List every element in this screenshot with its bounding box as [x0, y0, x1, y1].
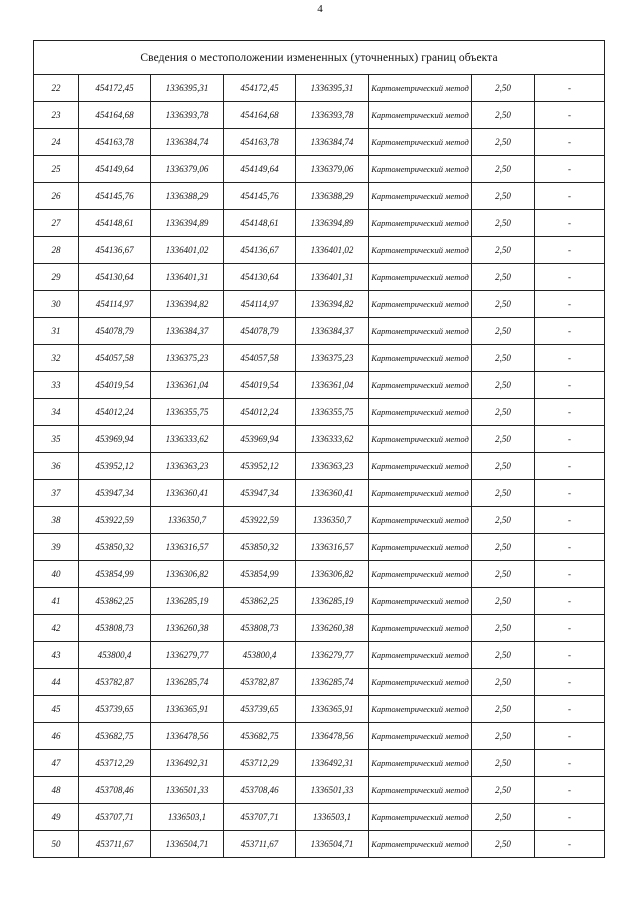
refined-y-cell: 1336355,75 — [296, 399, 369, 426]
table-body — [34, 75, 605, 858]
accuracy-cell: 2,50 — [472, 615, 535, 642]
table-row — [34, 129, 605, 156]
existing-x-cell: 454149,64 — [79, 156, 151, 183]
note-cell: - — [535, 777, 605, 804]
note-cell: - — [535, 345, 605, 372]
method-cell: Картометрический метод — [369, 777, 472, 804]
method-cell: Картометрический метод — [369, 561, 472, 588]
method-cell: Картометрический метод — [369, 75, 472, 102]
table-title-row — [34, 41, 605, 75]
existing-x-cell: 453739,65 — [79, 696, 151, 723]
note-cell: - — [535, 318, 605, 345]
existing-y-cell: 1336384,74 — [151, 129, 224, 156]
refined-x-cell: 454149,64 — [224, 156, 296, 183]
existing-x-cell: 454130,64 — [79, 264, 151, 291]
point-number-cell: 48 — [34, 777, 79, 804]
existing-y-cell: 1336375,23 — [151, 345, 224, 372]
table-row — [34, 102, 605, 129]
note-cell: - — [535, 534, 605, 561]
existing-y-cell: 1336501,33 — [151, 777, 224, 804]
existing-x-cell: 453850,32 — [79, 534, 151, 561]
existing-y-cell: 1336306,82 — [151, 561, 224, 588]
existing-x-cell: 454057,58 — [79, 345, 151, 372]
existing-y-cell: 1336355,75 — [151, 399, 224, 426]
note-cell: - — [535, 372, 605, 399]
point-number-cell: 41 — [34, 588, 79, 615]
accuracy-cell: 2,50 — [472, 102, 535, 129]
refined-x-cell: 454130,64 — [224, 264, 296, 291]
accuracy-cell: 2,50 — [472, 831, 535, 858]
existing-x-cell: 454019,54 — [79, 372, 151, 399]
existing-y-cell: 1336279,77 — [151, 642, 224, 669]
method-cell: Картометрический метод — [369, 696, 472, 723]
refined-x-cell: 453952,12 — [224, 453, 296, 480]
refined-x-cell: 453707,71 — [224, 804, 296, 831]
refined-y-cell: 1336393,78 — [296, 102, 369, 129]
note-cell: - — [535, 426, 605, 453]
refined-x-cell: 454012,24 — [224, 399, 296, 426]
refined-y-cell: 1336285,74 — [296, 669, 369, 696]
existing-x-cell: 453862,25 — [79, 588, 151, 615]
refined-y-cell: 1336379,06 — [296, 156, 369, 183]
point-number-cell: 36 — [34, 453, 79, 480]
note-cell: - — [535, 75, 605, 102]
existing-x-cell: 453947,34 — [79, 480, 151, 507]
note-cell: - — [535, 237, 605, 264]
point-number-cell: 27 — [34, 210, 79, 237]
accuracy-cell: 2,50 — [472, 75, 535, 102]
method-cell: Картометрический метод — [369, 129, 472, 156]
method-cell: Картометрический метод — [369, 750, 472, 777]
refined-y-cell: 1336388,29 — [296, 183, 369, 210]
point-number-cell: 28 — [34, 237, 79, 264]
refined-y-cell: 1336360,41 — [296, 480, 369, 507]
table-row — [34, 723, 605, 750]
existing-y-cell: 1336363,23 — [151, 453, 224, 480]
method-cell: Картометрический метод — [369, 453, 472, 480]
refined-y-cell: 1336492,31 — [296, 750, 369, 777]
existing-y-cell: 1336285,74 — [151, 669, 224, 696]
point-number-cell: 34 — [34, 399, 79, 426]
method-cell: Картометрический метод — [369, 156, 472, 183]
method-cell: Картометрический метод — [369, 669, 472, 696]
existing-y-cell: 1336360,41 — [151, 480, 224, 507]
point-number-cell: 37 — [34, 480, 79, 507]
existing-x-cell: 453808,73 — [79, 615, 151, 642]
note-cell: - — [535, 696, 605, 723]
accuracy-cell: 2,50 — [472, 129, 535, 156]
refined-y-cell: 1336503,1 — [296, 804, 369, 831]
refined-x-cell: 454172,45 — [224, 75, 296, 102]
table-row — [34, 210, 605, 237]
table-row — [34, 615, 605, 642]
table-row — [34, 642, 605, 669]
table-row — [34, 372, 605, 399]
accuracy-cell: 2,50 — [472, 426, 535, 453]
refined-x-cell: 453850,32 — [224, 534, 296, 561]
refined-y-cell: 1336306,82 — [296, 561, 369, 588]
accuracy-cell: 2,50 — [472, 264, 535, 291]
existing-x-cell: 454078,79 — [79, 318, 151, 345]
existing-y-cell: 1336388,29 — [151, 183, 224, 210]
refined-x-cell: 454114,97 — [224, 291, 296, 318]
note-cell: - — [535, 183, 605, 210]
refined-x-cell: 454057,58 — [224, 345, 296, 372]
note-cell: - — [535, 102, 605, 129]
table-row — [34, 318, 605, 345]
refined-x-cell: 454019,54 — [224, 372, 296, 399]
method-cell: Картометрический метод — [369, 480, 472, 507]
existing-x-cell: 453782,87 — [79, 669, 151, 696]
table-row — [34, 507, 605, 534]
note-cell: - — [535, 264, 605, 291]
method-cell: Картометрический метод — [369, 264, 472, 291]
refined-x-cell: 453947,34 — [224, 480, 296, 507]
note-cell: - — [535, 129, 605, 156]
table-row — [34, 453, 605, 480]
point-number-cell: 31 — [34, 318, 79, 345]
accuracy-cell: 2,50 — [472, 210, 535, 237]
existing-x-cell: 454148,61 — [79, 210, 151, 237]
refined-x-cell: 453969,94 — [224, 426, 296, 453]
existing-x-cell: 454164,68 — [79, 102, 151, 129]
accuracy-cell: 2,50 — [472, 183, 535, 210]
point-number-cell: 40 — [34, 561, 79, 588]
refined-y-cell: 1336375,23 — [296, 345, 369, 372]
accuracy-cell: 2,50 — [472, 561, 535, 588]
method-cell: Картометрический метод — [369, 210, 472, 237]
existing-y-cell: 1336503,1 — [151, 804, 224, 831]
method-cell: Картометрический метод — [369, 426, 472, 453]
method-cell: Картометрический метод — [369, 345, 472, 372]
accuracy-cell: 2,50 — [472, 291, 535, 318]
existing-y-cell: 1336384,37 — [151, 318, 224, 345]
refined-y-cell: 1336260,38 — [296, 615, 369, 642]
existing-y-cell: 1336401,31 — [151, 264, 224, 291]
existing-x-cell: 453922,59 — [79, 507, 151, 534]
table-row — [34, 399, 605, 426]
existing-y-cell: 1336350,7 — [151, 507, 224, 534]
refined-x-cell: 454163,78 — [224, 129, 296, 156]
method-cell: Картометрический метод — [369, 372, 472, 399]
refined-x-cell: 453862,25 — [224, 588, 296, 615]
point-number-cell: 32 — [34, 345, 79, 372]
table-row — [34, 750, 605, 777]
note-cell: - — [535, 588, 605, 615]
existing-y-cell: 1336395,31 — [151, 75, 224, 102]
accuracy-cell: 2,50 — [472, 750, 535, 777]
point-number-cell: 46 — [34, 723, 79, 750]
existing-x-cell: 453800,4 — [79, 642, 151, 669]
accuracy-cell: 2,50 — [472, 642, 535, 669]
existing-x-cell: 454172,45 — [79, 75, 151, 102]
existing-x-cell: 453712,29 — [79, 750, 151, 777]
method-cell: Картометрический метод — [369, 615, 472, 642]
table-row — [34, 426, 605, 453]
existing-x-cell: 453952,12 — [79, 453, 151, 480]
point-number-cell: 29 — [34, 264, 79, 291]
existing-y-cell: 1336492,31 — [151, 750, 224, 777]
boundary-coordinates-table — [33, 40, 605, 858]
refined-x-cell: 453682,75 — [224, 723, 296, 750]
refined-y-cell: 1336365,91 — [296, 696, 369, 723]
table-row — [34, 183, 605, 210]
accuracy-cell: 2,50 — [472, 723, 535, 750]
existing-y-cell: 1336316,57 — [151, 534, 224, 561]
refined-x-cell: 454164,68 — [224, 102, 296, 129]
method-cell: Картометрический метод — [369, 534, 472, 561]
existing-x-cell: 454136,67 — [79, 237, 151, 264]
refined-y-cell: 1336478,56 — [296, 723, 369, 750]
table-row — [34, 669, 605, 696]
refined-y-cell: 1336395,31 — [296, 75, 369, 102]
method-cell: Картометрический метод — [369, 102, 472, 129]
accuracy-cell: 2,50 — [472, 804, 535, 831]
existing-x-cell: 454145,76 — [79, 183, 151, 210]
existing-y-cell: 1336333,62 — [151, 426, 224, 453]
point-number-cell: 38 — [34, 507, 79, 534]
table-row — [34, 804, 605, 831]
table-row — [34, 534, 605, 561]
method-cell: Картометрический метод — [369, 588, 472, 615]
note-cell: - — [535, 480, 605, 507]
accuracy-cell: 2,50 — [472, 237, 535, 264]
table-row — [34, 696, 605, 723]
point-number-cell: 23 — [34, 102, 79, 129]
note-cell: - — [535, 642, 605, 669]
refined-x-cell: 453712,29 — [224, 750, 296, 777]
accuracy-cell: 2,50 — [472, 453, 535, 480]
accuracy-cell: 2,50 — [472, 480, 535, 507]
note-cell: - — [535, 750, 605, 777]
note-cell: - — [535, 156, 605, 183]
refined-x-cell: 453854,99 — [224, 561, 296, 588]
table-row — [34, 561, 605, 588]
note-cell: - — [535, 615, 605, 642]
note-cell: - — [535, 561, 605, 588]
refined-x-cell: 453708,46 — [224, 777, 296, 804]
existing-x-cell: 453854,99 — [79, 561, 151, 588]
existing-x-cell: 453708,46 — [79, 777, 151, 804]
accuracy-cell: 2,50 — [472, 696, 535, 723]
note-cell: - — [535, 804, 605, 831]
point-number-cell: 39 — [34, 534, 79, 561]
method-cell: Картометрический метод — [369, 183, 472, 210]
note-cell: - — [535, 507, 605, 534]
method-cell: Картометрический метод — [369, 318, 472, 345]
accuracy-cell: 2,50 — [472, 345, 535, 372]
table-row — [34, 345, 605, 372]
table-row — [34, 777, 605, 804]
existing-y-cell: 1336393,78 — [151, 102, 224, 129]
existing-x-cell: 454012,24 — [79, 399, 151, 426]
table-row — [34, 480, 605, 507]
existing-y-cell: 1336365,91 — [151, 696, 224, 723]
point-number-cell: 26 — [34, 183, 79, 210]
note-cell: - — [535, 453, 605, 480]
refined-y-cell: 1336504,71 — [296, 831, 369, 858]
existing-x-cell: 453711,67 — [79, 831, 151, 858]
method-cell: Картометрический метод — [369, 237, 472, 264]
point-number-cell: 33 — [34, 372, 79, 399]
note-cell: - — [535, 210, 605, 237]
existing-x-cell: 453969,94 — [79, 426, 151, 453]
existing-y-cell: 1336504,71 — [151, 831, 224, 858]
refined-x-cell: 453711,67 — [224, 831, 296, 858]
existing-x-cell: 453682,75 — [79, 723, 151, 750]
method-cell: Картометрический метод — [369, 507, 472, 534]
method-cell: Картометрический метод — [369, 399, 472, 426]
refined-y-cell: 1336350,7 — [296, 507, 369, 534]
point-number-cell: 43 — [34, 642, 79, 669]
existing-y-cell: 1336478,56 — [151, 723, 224, 750]
refined-y-cell: 1336401,31 — [296, 264, 369, 291]
accuracy-cell: 2,50 — [472, 777, 535, 804]
method-cell: Картометрический метод — [369, 291, 472, 318]
existing-x-cell: 453707,71 — [79, 804, 151, 831]
refined-y-cell: 1336394,82 — [296, 291, 369, 318]
table-row — [34, 237, 605, 264]
note-cell: - — [535, 723, 605, 750]
page-number: 4 — [317, 3, 323, 15]
refined-x-cell: 454148,61 — [224, 210, 296, 237]
point-number-cell: 24 — [34, 129, 79, 156]
method-cell: Картометрический метод — [369, 804, 472, 831]
refined-y-cell: 1336384,37 — [296, 318, 369, 345]
table-title: Сведения о местоположении измененных (уточненных) границ объекта — [34, 41, 605, 75]
existing-y-cell: 1336379,06 — [151, 156, 224, 183]
point-number-cell: 25 — [34, 156, 79, 183]
existing-y-cell: 1336260,38 — [151, 615, 224, 642]
note-cell: - — [535, 291, 605, 318]
point-number-cell: 30 — [34, 291, 79, 318]
accuracy-cell: 2,50 — [472, 507, 535, 534]
refined-y-cell: 1336394,89 — [296, 210, 369, 237]
existing-y-cell: 1336394,82 — [151, 291, 224, 318]
accuracy-cell: 2,50 — [472, 588, 535, 615]
accuracy-cell: 2,50 — [472, 318, 535, 345]
refined-x-cell: 453922,59 — [224, 507, 296, 534]
refined-y-cell: 1336363,23 — [296, 453, 369, 480]
table-row — [34, 588, 605, 615]
method-cell: Картометрический метод — [369, 723, 472, 750]
refined-x-cell: 453808,73 — [224, 615, 296, 642]
refined-y-cell: 1336501,33 — [296, 777, 369, 804]
accuracy-cell: 2,50 — [472, 534, 535, 561]
existing-y-cell: 1336401,02 — [151, 237, 224, 264]
point-number-cell: 47 — [34, 750, 79, 777]
existing-y-cell: 1336394,89 — [151, 210, 224, 237]
refined-y-cell: 1336361,04 — [296, 372, 369, 399]
point-number-cell: 22 — [34, 75, 79, 102]
accuracy-cell: 2,50 — [472, 372, 535, 399]
refined-y-cell: 1336285,19 — [296, 588, 369, 615]
table-row — [34, 156, 605, 183]
point-number-cell: 49 — [34, 804, 79, 831]
point-number-cell: 50 — [34, 831, 79, 858]
refined-x-cell: 453800,4 — [224, 642, 296, 669]
existing-x-cell: 454163,78 — [79, 129, 151, 156]
point-number-cell: 44 — [34, 669, 79, 696]
refined-x-cell: 454078,79 — [224, 318, 296, 345]
refined-x-cell: 453739,65 — [224, 696, 296, 723]
accuracy-cell: 2,50 — [472, 156, 535, 183]
refined-y-cell: 1336333,62 — [296, 426, 369, 453]
accuracy-cell: 2,50 — [472, 399, 535, 426]
method-cell: Картометрический метод — [369, 642, 472, 669]
refined-x-cell: 454136,67 — [224, 237, 296, 264]
note-cell: - — [535, 831, 605, 858]
point-number-cell: 45 — [34, 696, 79, 723]
existing-x-cell: 454114,97 — [79, 291, 151, 318]
note-cell: - — [535, 399, 605, 426]
point-number-cell: 35 — [34, 426, 79, 453]
refined-x-cell: 453782,87 — [224, 669, 296, 696]
refined-y-cell: 1336279,77 — [296, 642, 369, 669]
table-row — [34, 264, 605, 291]
accuracy-cell: 2,50 — [472, 669, 535, 696]
table-row — [34, 291, 605, 318]
refined-x-cell: 454145,76 — [224, 183, 296, 210]
table-row — [34, 75, 605, 102]
table-row — [34, 831, 605, 858]
existing-y-cell: 1336285,19 — [151, 588, 224, 615]
note-cell: - — [535, 669, 605, 696]
existing-y-cell: 1336361,04 — [151, 372, 224, 399]
refined-y-cell: 1336401,02 — [296, 237, 369, 264]
refined-y-cell: 1336316,57 — [296, 534, 369, 561]
point-number-cell: 42 — [34, 615, 79, 642]
method-cell: Картометрический метод — [369, 831, 472, 858]
refined-y-cell: 1336384,74 — [296, 129, 369, 156]
